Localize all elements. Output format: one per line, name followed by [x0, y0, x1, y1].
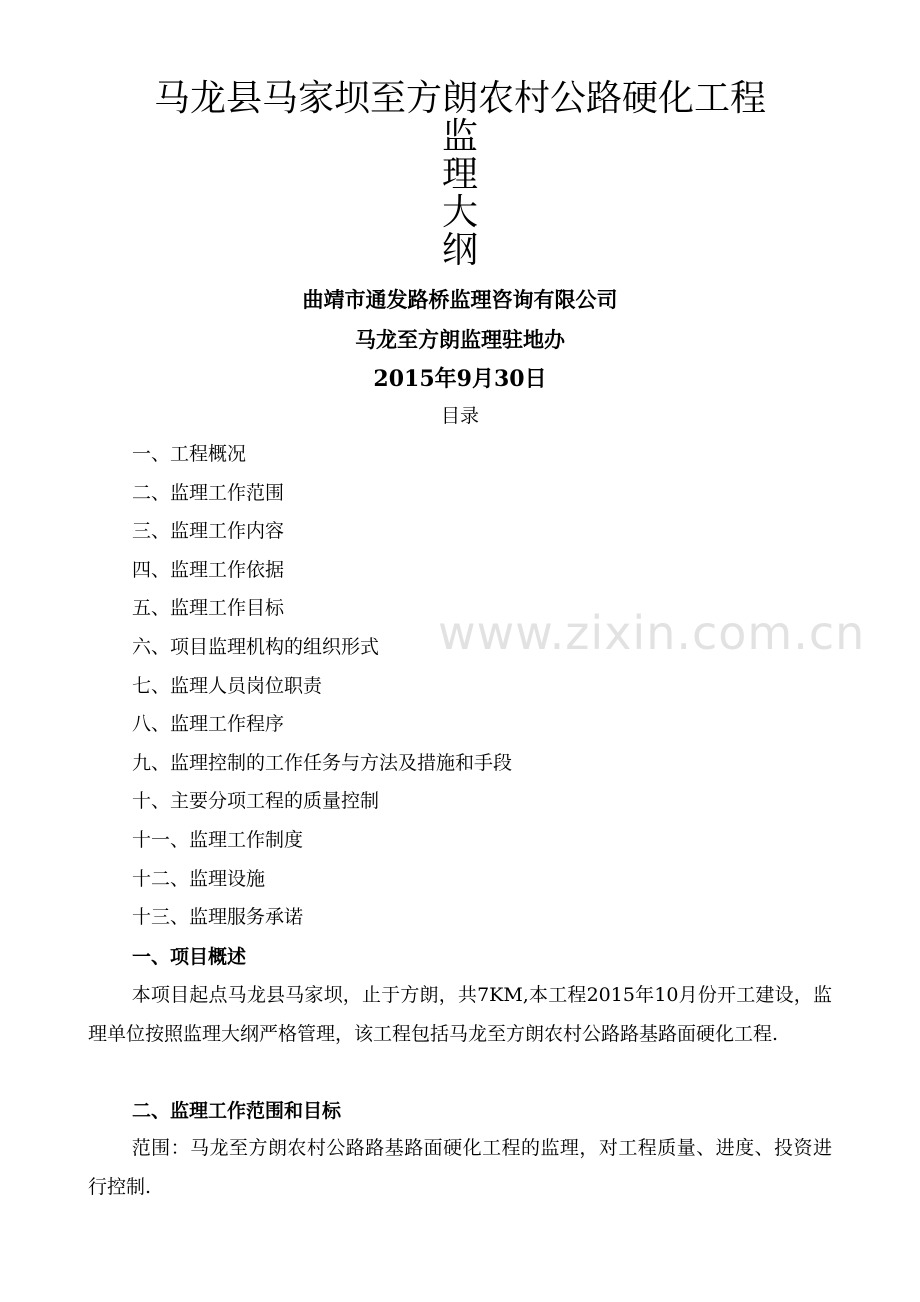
toc-title: 目录: [440, 405, 479, 427]
toc-item: 七、监理人员岗位职责: [132, 674, 323, 697]
toc-item: 十、主要分项工程的质量控制: [132, 790, 380, 813]
toc-item: 十三、监理服务承诺: [132, 906, 304, 929]
toc-item: 二、监理工作范围: [132, 481, 285, 504]
toc-item: 四、监理工作依据: [132, 558, 285, 581]
section-paragraph: 范围：马龙至方朗农村公路路基路面硬化工程的监理，对工程质量、进度、投资进行控制.: [88, 1137, 832, 1198]
vertical-title-char: 纲: [441, 230, 478, 271]
vertical-title: [0, 118, 920, 270]
toc-item: 一、工程概况: [132, 443, 247, 465]
section-heading: 一、项目概述: [132, 946, 247, 968]
company-name: 曲靖市通发路桥监理咨询有限公司: [302, 288, 618, 312]
section-heading: 二、监理工作范围和目标: [132, 1100, 342, 1122]
section-paragraph: 本项目起点马龙县马家坝，止于方朗，共7KM,本工程2015年10月份开工建设，监理单位按照监理大纲严格管理，该工程包括马龙至方朗农村公路路基路面硬化工程.: [88, 984, 832, 1045]
toc-item: 十二、监理设施: [132, 867, 266, 890]
toc-item: 六、项目监理机构的组织形式: [132, 635, 380, 658]
toc-item: 八、监理工作程序: [132, 713, 285, 736]
document-date: 2015年9月30日: [373, 366, 547, 392]
watermark: www.zixin.com.cn: [438, 606, 866, 660]
toc-item: 九、监理控制的工作任务与方法及措施和手段: [132, 751, 513, 774]
main-title: 马龙县马家坝至方朗农村公路硬化工程: [153, 78, 766, 119]
office-name: 马龙至方朗监理驻地办: [355, 328, 565, 352]
toc-item: 十一、监理工作制度: [132, 828, 304, 851]
vertical-title-char: 大: [441, 192, 478, 233]
toc-item: 三、监理工作内容: [132, 520, 285, 543]
vertical-title-char: 监: [441, 116, 478, 157]
table-of-contents: [132, 440, 512, 942]
vertical-title-char: 理: [441, 154, 478, 195]
toc-item: 五、监理工作目标: [132, 597, 285, 620]
